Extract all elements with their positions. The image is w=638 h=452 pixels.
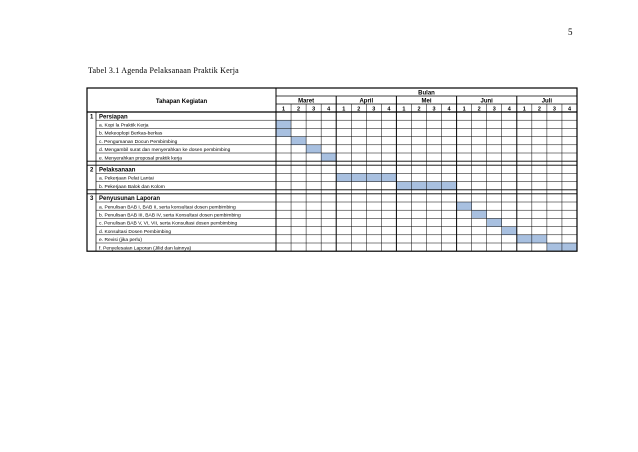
- section-title: Persiapan: [99, 114, 128, 121]
- week-label: 2: [537, 106, 541, 113]
- week-label: 3: [552, 106, 556, 113]
- task-label: a. Pekerjaan Pelat Lantai: [99, 176, 154, 182]
- schedule-bar: [442, 182, 457, 190]
- task-label: b. Pekerjaan Balok dan Kolom: [99, 184, 165, 190]
- task-label: e. Menyerahkan proposal praktik kerja: [99, 156, 182, 162]
- section-title: Penyusunan Laporan: [99, 196, 161, 203]
- week-label: 4: [447, 106, 451, 113]
- task-label: a. Penulisan BAB I, BAB II, serta konsultasi dosen pembimbing: [99, 205, 236, 211]
- week-label: 3: [492, 106, 496, 113]
- table-caption: Tabel 3.1 Agenda Pelaksanaan Praktik Kerja: [88, 66, 239, 75]
- week-label: 2: [297, 106, 301, 113]
- week-label: 1: [281, 106, 286, 113]
- task-label: a. Kopi la Praktik Kerja: [99, 123, 149, 129]
- task-label: d. Mengambil surat dan menyerahkan ke dosen pembimbing: [99, 148, 231, 154]
- task-label: c. Penulisan BAB V, VI, VII, serta Konsultasi dosen pembimbing: [99, 221, 238, 227]
- schedule-bar: [336, 173, 351, 181]
- week-label: 4: [387, 106, 391, 113]
- schedule-bar: [502, 227, 517, 235]
- schedule-bar: [291, 137, 306, 145]
- task-label: e. Revisi (jika perlu): [99, 238, 142, 244]
- schedule-bar: [487, 218, 502, 226]
- month-label: Juli: [541, 98, 553, 105]
- task-label: b. Mekeoplopi Berkas-berkas: [99, 131, 163, 137]
- week-label: 4: [507, 106, 511, 113]
- month-label: Mei: [421, 98, 432, 105]
- month-label: April: [359, 98, 374, 105]
- task-label: c. Pengumanan Docun Pembimbing: [99, 139, 178, 145]
- task-label: b. Penulisan BAB III, BAB IV, serta Konsultasi dosen pembimbing: [99, 213, 241, 219]
- schedule-bar: [276, 120, 291, 128]
- schedule-bar: [532, 235, 547, 243]
- week-label: 4: [567, 106, 572, 113]
- week-label: 1: [462, 106, 466, 113]
- section-number: 2: [90, 167, 94, 174]
- week-label: 3: [432, 106, 436, 113]
- task-label: d. Konsultasi Dosen Pembimbing: [99, 229, 172, 235]
- schedule-bar: [351, 173, 366, 181]
- schedule-bar: [276, 128, 291, 136]
- week-label: 1: [402, 106, 406, 113]
- week-label: 2: [477, 106, 481, 113]
- schedule-bar: [427, 182, 442, 190]
- schedule-bar: [411, 182, 426, 190]
- section-title: Pelaksanaan: [99, 167, 136, 174]
- schedule-bar: [562, 243, 577, 251]
- schedule-bar: [472, 210, 487, 218]
- header-activity: Tahapan Kegiatan: [155, 99, 208, 105]
- section-number: 3: [90, 196, 94, 203]
- schedule-bar: [457, 202, 472, 210]
- week-label: 1: [342, 106, 346, 113]
- header-bulan: Bulan: [418, 90, 435, 97]
- schedule-bar: [306, 145, 321, 153]
- schedule-bar: [517, 235, 532, 243]
- section-number: 1: [90, 114, 94, 121]
- week-label: 2: [417, 106, 421, 113]
- task-label: f. Penyelesaian Laporan (Jilid dan lainnya): [99, 246, 192, 252]
- schedule-bar: [396, 182, 411, 190]
- week-label: 4: [327, 106, 331, 113]
- page-number: 5: [568, 27, 573, 37]
- week-label: 3: [372, 106, 376, 113]
- schedule-bar: [547, 243, 562, 251]
- schedule-bar: [381, 173, 396, 181]
- week-label: 3: [312, 106, 316, 113]
- month-label: Maret: [298, 98, 315, 105]
- schedule-bar: [366, 173, 381, 181]
- week-label: 1: [522, 106, 526, 113]
- week-label: 2: [357, 106, 361, 113]
- schedule-bar: [321, 153, 336, 161]
- month-label: Juni: [480, 98, 493, 105]
